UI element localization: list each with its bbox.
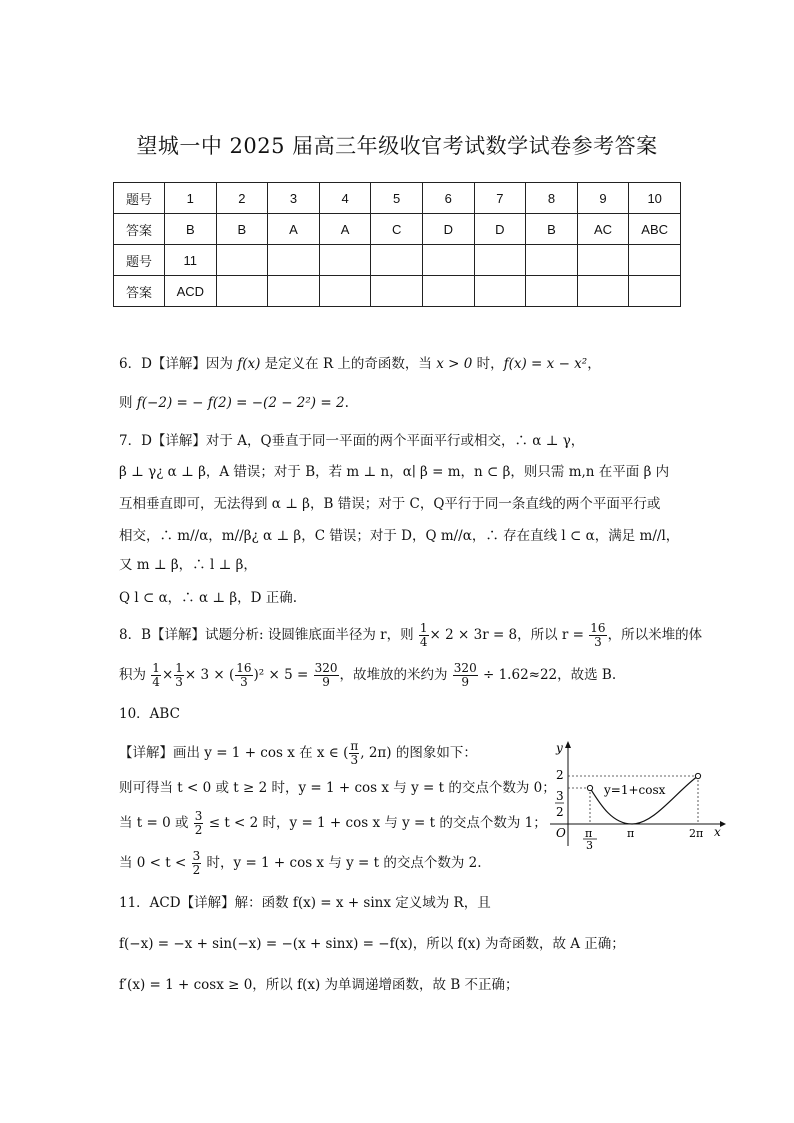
fraction [151, 662, 161, 689]
q7-line-2: β ⊥ γ¿ α ⊥ β，A 错误；对于 B，若 m ⊥ n，α∣ β = m，n ⊂ β，则只需 m,n 在平面 β 内 [119, 464, 670, 480]
text: 当 t = 0 或 [119, 815, 193, 831]
denominator: 3 [594, 635, 602, 649]
cosine-graph [548, 738, 728, 850]
denominator: 3 [350, 753, 359, 767]
table-row [114, 276, 681, 307]
text: 时， [472, 356, 504, 372]
table-cell: ABC [629, 214, 681, 245]
denominator: 3 [240, 675, 248, 689]
open-endpoint-right [695, 773, 700, 778]
text: ，故堆放的米约为 [339, 667, 452, 683]
table-cell [526, 245, 578, 276]
numerator: 1 [175, 661, 183, 675]
text: 8．B【详解】试题分析: 设圆锥底面半径为 r，则 [119, 627, 418, 643]
denominator: 3 [175, 675, 183, 689]
table-cell [629, 245, 681, 276]
table-cell: B [526, 214, 578, 245]
text: ， [587, 356, 601, 372]
text: × 2 × 3r = 8，所以 r = [429, 627, 589, 643]
table-cell: B [165, 214, 217, 245]
text: 【详解】画出 y = 1 + cos x 在 x ∈ ( [119, 745, 349, 761]
answer-table [113, 182, 681, 307]
text: ，所以米堆的体 [607, 627, 703, 643]
table-row [114, 183, 681, 214]
numerator: 320 [453, 661, 477, 675]
q11-line-3: f′(x) = 1 + cosx ≥ 0，所以 f(x) 为单调递增函数，故 B 不正确； [119, 977, 519, 993]
q6-line-1 [119, 354, 601, 374]
table-cell: D [474, 214, 526, 245]
q6-line-2 [119, 393, 349, 413]
denominator: 4 [419, 635, 428, 649]
table-cell: 答案 [114, 214, 165, 245]
table-cell: D [422, 214, 474, 245]
table-cell [268, 245, 320, 276]
x-tick-pi: π [627, 827, 635, 840]
fraction [314, 662, 339, 689]
numerator: 1 [152, 661, 160, 675]
y-axis-arrow [565, 741, 571, 748]
text: 是定义在 R 上的奇函数，当 [260, 356, 437, 372]
table-cell: 4 [319, 183, 371, 214]
table-cell: 3 [268, 183, 320, 214]
table-cell [371, 245, 423, 276]
denominator: 9 [322, 675, 330, 689]
table-cell [371, 276, 423, 307]
denominator: 4 [152, 675, 160, 689]
fraction [235, 662, 252, 689]
table-cell [422, 276, 474, 307]
math: x > 0 [436, 356, 473, 372]
table-cell: 9 [577, 183, 629, 214]
text: 则 [119, 395, 137, 411]
text: ≤ t < 2 时，y = 1 + cos x 与 y = t 的交点个数为 1； [204, 815, 547, 831]
fraction [349, 740, 359, 767]
table-cell: 题号 [114, 183, 165, 214]
text: × [161, 667, 174, 683]
fraction [589, 622, 606, 649]
text: 当 0 < t < [119, 855, 191, 871]
numerator: π [350, 739, 359, 753]
table-cell: A [268, 214, 320, 245]
table-cell [629, 276, 681, 307]
table-cell: 10 [629, 183, 681, 214]
q7-line-1: 7．D【详解】对于 A，Q垂直于同一平面的两个平面平行或相交，∴ α ⊥ γ， [119, 433, 585, 449]
q10-line-3 [119, 810, 547, 837]
fraction [174, 662, 184, 689]
table-cell: 1 [165, 183, 217, 214]
q10-line-1 [119, 740, 477, 767]
math: f(x) = x − x² [503, 356, 588, 372]
table-cell [526, 276, 578, 307]
text: , 2π) 的图象如下： [360, 745, 477, 761]
table-cell [577, 276, 629, 307]
numerator: 16 [236, 661, 252, 675]
curve-label: y=1+cosx [604, 783, 666, 797]
q8-line-1 [119, 622, 702, 649]
fraction [192, 850, 202, 877]
table-cell [474, 245, 526, 276]
q10-head: 10．ABC [119, 706, 180, 722]
q11-line-2: f(−x) = −x + sin(−x) = −(x + sinx) = −f(x)，所以 f(x) 为奇函数，故 A 正确； [119, 936, 625, 952]
y-tick-2: 2 [556, 768, 564, 782]
q7-line-5: 又 m ⊥ β，∴ l ⊥ β， [119, 557, 257, 573]
q7-line-3: 互相垂直即可，无法得到 α ⊥ β，B 错误；对于 C，Q平行于同一条直线的两个平面平行或 [119, 496, 661, 512]
numerator: 320 [314, 661, 338, 675]
table-cell: B [216, 214, 268, 245]
q8-line-2 [119, 662, 616, 689]
table-cell: 答案 [114, 276, 165, 307]
y-axis-label: y [556, 741, 563, 755]
text: . [344, 395, 349, 411]
q10-line-4 [119, 850, 482, 877]
q7-line-6: Q l ⊂ α，∴ α ⊥ β，D 正确. [119, 590, 298, 606]
y-tick-three-halves-den: 2 [556, 805, 564, 819]
math: f(x) [237, 356, 261, 372]
table-cell [577, 245, 629, 276]
table-cell: A [319, 214, 371, 245]
x-tick-pi3-den: 3 [586, 839, 593, 850]
numerator: 16 [590, 621, 606, 635]
q11-line-1: 11．ACD【详解】解：函数 f(x) = x + sinx 定义域为 R，且 [119, 895, 491, 911]
text: 6．D【详解】因为 [119, 356, 238, 372]
text: )² × 5 = [253, 667, 313, 683]
denominator: 2 [192, 863, 201, 877]
numerator: 3 [194, 809, 203, 823]
table-cell [319, 276, 371, 307]
origin-label: O [556, 826, 566, 840]
page-title: 望城一中 2025 届高三年级收官考试数学试卷参考答案 [136, 134, 658, 158]
table-cell: 6 [422, 183, 474, 214]
table-cell [268, 276, 320, 307]
table-cell [319, 245, 371, 276]
table-cell: ACD [165, 276, 217, 307]
table-row [114, 245, 681, 276]
table-cell [422, 245, 474, 276]
x-axis-label: x [714, 825, 721, 839]
x-tick-2pi: 2π [689, 827, 704, 840]
table-cell: 7 [474, 183, 526, 214]
q7-line-4: 相交，∴ m//α，m//β¿ α ⊥ β，C 错误；对于 D，Q m//α，∴ 存在直线 l ⊂ α，满足 m//l， [119, 528, 680, 544]
table-cell: 2 [216, 183, 268, 214]
table-cell: 11 [165, 245, 217, 276]
text: ÷ 1.62≈22，故选 B. [478, 667, 617, 683]
table-cell [216, 245, 268, 276]
table-cell: 题号 [114, 245, 165, 276]
fraction [419, 622, 429, 649]
table-cell: 5 [371, 183, 423, 214]
fraction [194, 810, 204, 837]
numerator: 1 [419, 621, 428, 635]
x-axis-arrow [720, 821, 726, 827]
text: 时，y = 1 + cos x 与 y = t 的交点个数为 2. [202, 855, 482, 871]
table-cell: AC [577, 214, 629, 245]
math: f(−2) = − f(2) = −(2 − 2²) = 2 [136, 395, 345, 411]
numerator: 3 [192, 849, 201, 863]
y-tick-three-halves-num: 3 [556, 789, 564, 803]
fraction [453, 662, 478, 689]
table-row [114, 214, 681, 245]
open-endpoint-left [587, 785, 592, 790]
table-cell: 8 [526, 183, 578, 214]
text: 积为 [119, 667, 151, 683]
text: × 3 × ( [184, 667, 235, 683]
table-cell [216, 276, 268, 307]
denominator: 9 [461, 675, 470, 689]
x-tick-pi3-num: π [585, 827, 593, 840]
q10-line-2: 则可得当 t < 0 或 t ≥ 2 时，y = 1 + cos x 与 y = t 的交点个数为 0； [119, 780, 556, 796]
table-cell [474, 276, 526, 307]
table-cell: C [371, 214, 423, 245]
denominator: 2 [194, 823, 203, 837]
